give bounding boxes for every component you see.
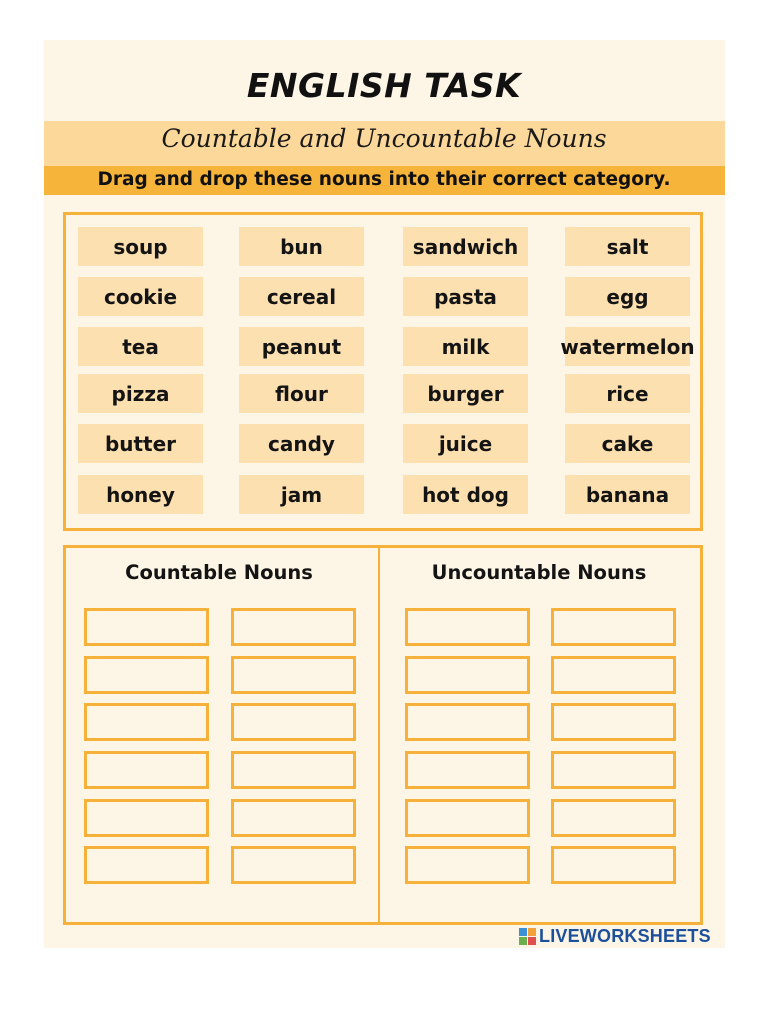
uncountable-drop-slot[interactable] xyxy=(551,799,676,837)
word-tile[interactable]: watermelon xyxy=(565,327,690,366)
uncountable-drop-slot[interactable] xyxy=(405,846,530,884)
word-tile[interactable]: sandwich xyxy=(403,227,528,266)
liveworksheets-wordmark: LIVEWORKSHEETS xyxy=(539,925,711,946)
word-tile[interactable]: salt xyxy=(565,227,690,266)
word-tile[interactable]: hot dog xyxy=(403,475,528,514)
word-tile[interactable]: milk xyxy=(403,327,528,366)
uncountable-drop-slot[interactable] xyxy=(551,846,676,884)
word-tile[interactable]: burger xyxy=(403,374,528,413)
countable-drop-slot[interactable] xyxy=(231,799,356,837)
uncountable-drop-slot[interactable] xyxy=(551,703,676,741)
word-tile[interactable]: rice xyxy=(565,374,690,413)
word-tile[interactable]: jam xyxy=(239,475,364,514)
countable-drop-slot[interactable] xyxy=(231,846,356,884)
uncountable-drop-slot[interactable] xyxy=(405,656,530,694)
uncountable-drop-slot[interactable] xyxy=(405,751,530,789)
uncountable-drop-slot[interactable] xyxy=(405,703,530,741)
word-tile[interactable]: banana xyxy=(565,475,690,514)
word-tile[interactable]: pizza xyxy=(78,374,203,413)
word-tile[interactable]: egg xyxy=(565,277,690,316)
word-tile[interactable]: juice xyxy=(403,424,528,463)
countable-drop-slot[interactable] xyxy=(84,799,209,837)
word-tile[interactable]: cookie xyxy=(78,277,203,316)
word-tile[interactable]: flour xyxy=(239,374,364,413)
uncountable-drop-slot[interactable] xyxy=(405,608,530,646)
countable-drop-slot[interactable] xyxy=(84,608,209,646)
countable-drop-slot[interactable] xyxy=(231,751,356,789)
countable-drop-slot[interactable] xyxy=(84,656,209,694)
word-tile[interactable]: cake xyxy=(565,424,690,463)
page-title: ENGLISH TASK xyxy=(246,66,522,105)
countable-drop-slot[interactable] xyxy=(84,751,209,789)
countable-drop-slot[interactable] xyxy=(84,703,209,741)
uncountable-heading: Uncountable Nouns xyxy=(431,561,647,584)
uncountable-drop-slot[interactable] xyxy=(551,751,676,789)
word-tile[interactable]: soup xyxy=(78,227,203,266)
word-tile[interactable]: bun xyxy=(239,227,364,266)
countable-drop-slot[interactable] xyxy=(231,703,356,741)
liveworksheets-logo xyxy=(519,925,711,947)
word-tile[interactable]: honey xyxy=(78,475,203,514)
word-tile[interactable]: pasta xyxy=(403,277,528,316)
uncountable-drop-slot[interactable] xyxy=(551,656,676,694)
liveworksheets-icon xyxy=(519,928,536,945)
countable-drop-slot[interactable] xyxy=(84,846,209,884)
uncountable-drop-slot[interactable] xyxy=(551,608,676,646)
instruction-text: Drag and drop these nouns into their correct category. xyxy=(97,169,671,190)
page-subtitle: Countable and Uncountable Nouns xyxy=(161,124,607,153)
word-tile[interactable]: peanut xyxy=(239,327,364,366)
countable-heading: Countable Nouns xyxy=(125,561,313,584)
countable-drop-slot[interactable] xyxy=(231,608,356,646)
word-tile[interactable]: tea xyxy=(78,327,203,366)
word-tile[interactable]: cereal xyxy=(239,277,364,316)
word-tile[interactable]: butter xyxy=(78,424,203,463)
uncountable-drop-slot[interactable] xyxy=(405,799,530,837)
word-tile[interactable]: candy xyxy=(239,424,364,463)
category-divider xyxy=(378,547,380,923)
countable-drop-slot[interactable] xyxy=(231,656,356,694)
